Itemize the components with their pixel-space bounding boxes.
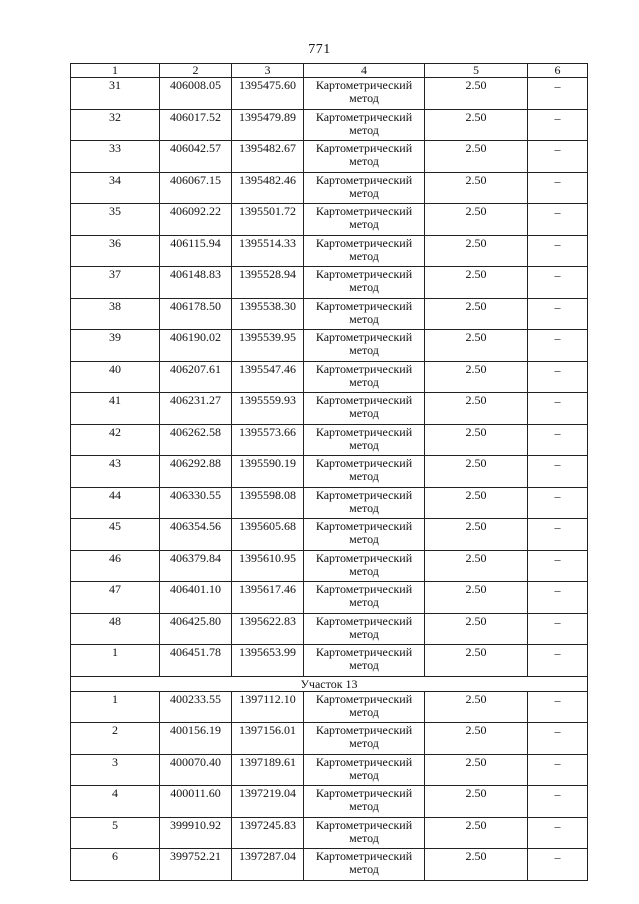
note-dash: – [528,550,588,582]
method-cell [304,786,425,818]
method-cell [304,141,425,173]
y-coordinate: 1395538.30 [232,298,304,330]
method-cell [304,817,425,849]
y-coordinate: 1395653.99 [232,645,304,677]
method-line-1: Картометрический [315,817,413,832]
y-coordinate: 1395590.19 [232,456,304,488]
method-cell [304,78,425,110]
method-line-1: Картометрический [315,849,413,863]
method-line-2: метод [349,862,379,876]
method-line-1: Картометрический [315,550,413,565]
note-dash: – [528,849,588,881]
table-row [71,613,588,645]
point-number: 3 [71,754,160,786]
method-line-2: метод [349,122,379,137]
table-row [71,456,588,488]
point-number: 42 [71,424,160,456]
method-line-1: Картометрический [315,487,413,502]
method-line-1: Картометрический [315,172,413,187]
x-coordinate: 406008.05 [160,78,232,110]
point-number: 1 [71,645,160,677]
section-title: Участок 13 [71,676,588,691]
method-line-2: метод [349,830,379,845]
table-row [71,204,588,236]
y-coordinate: 1395479.89 [232,109,304,141]
header-row [71,64,588,78]
note-dash: – [528,330,588,362]
accuracy-value: 2.50 [425,424,528,456]
note-dash: – [528,298,588,330]
accuracy-value: 2.50 [425,582,528,614]
y-coordinate: 1397189.61 [232,754,304,786]
y-coordinate: 1397156.01 [232,723,304,755]
method-cell [304,393,425,425]
point-number: 41 [71,393,160,425]
method-cell [304,172,425,204]
y-coordinate: 1395605.68 [232,519,304,551]
accuracy-value: 2.50 [425,849,528,881]
point-number: 37 [71,267,160,299]
table-row [71,172,588,204]
accuracy-value: 2.50 [425,786,528,818]
x-coordinate: 406231.27 [160,393,232,425]
accuracy-value: 2.50 [425,393,528,425]
point-number: 36 [71,235,160,267]
point-number: 46 [71,550,160,582]
point-number: 2 [71,723,160,755]
table-row [71,78,588,110]
method-line-1: Картометрический [315,393,413,407]
table-row [71,267,588,299]
section-row [71,676,588,691]
x-coordinate: 406262.58 [160,424,232,456]
method-line-2: метод [349,374,379,389]
table-row [71,723,588,755]
point-number: 48 [71,613,160,645]
note-dash: – [528,723,588,755]
y-coordinate: 1395539.95 [232,330,304,362]
table-row [71,330,588,362]
note-dash: – [528,204,588,236]
x-coordinate: 406451.78 [160,645,232,677]
accuracy-value: 2.50 [425,519,528,551]
x-coordinate: 406401.10 [160,582,232,614]
table-row [71,691,588,723]
method-line-1: Картометрический [315,723,413,737]
method-line-2: метод [349,658,379,672]
method-cell [304,691,425,723]
accuracy-value: 2.50 [425,754,528,786]
note-dash: – [528,691,588,723]
method-cell [304,204,425,236]
method-line-2: метод [349,248,379,263]
y-coordinate: 1395622.83 [232,613,304,645]
accuracy-value: 2.50 [425,361,528,393]
table-row [71,361,588,393]
table-row [71,786,588,818]
x-coordinate: 400233.55 [160,691,232,723]
method-cell [304,754,425,786]
method-cell [304,361,425,393]
accuracy-value: 2.50 [425,613,528,645]
column-header: 2 [160,64,232,78]
method-line-2: метод [349,799,379,813]
method-line-2: метод [349,626,379,641]
accuracy-value: 2.50 [425,78,528,110]
method-cell [304,330,425,362]
x-coordinate: 406115.94 [160,235,232,267]
method-line-2: метод [349,500,379,515]
column-header: 5 [425,64,528,78]
method-line-1: Картометрический [315,109,413,124]
point-number: 6 [71,849,160,881]
accuracy-value: 2.50 [425,456,528,488]
accuracy-value: 2.50 [425,267,528,299]
y-coordinate: 1395482.67 [232,141,304,173]
y-coordinate: 1395547.46 [232,361,304,393]
y-coordinate: 1395475.60 [232,78,304,110]
x-coordinate: 406148.83 [160,267,232,299]
y-coordinate: 1397112.10 [232,691,304,723]
method-line-1: Картометрический [315,786,413,800]
x-coordinate: 406330.55 [160,487,232,519]
y-coordinate: 1397287.04 [232,849,304,881]
method-line-1: Картометрический [315,78,413,92]
note-dash: – [528,786,588,818]
y-coordinate: 1395514.33 [232,235,304,267]
table-row [71,849,588,881]
method-line-1: Картометрический [315,613,413,628]
method-cell [304,267,425,299]
accuracy-value: 2.50 [425,645,528,677]
column-header: 6 [528,64,588,78]
method-line-1: Картометрический [315,141,413,155]
method-line-2: метод [349,704,379,719]
x-coordinate: 406207.61 [160,361,232,393]
method-line-2: метод [349,437,379,452]
x-coordinate: 406067.15 [160,172,232,204]
method-line-1: Картометрический [315,456,413,470]
method-cell [304,849,425,881]
note-dash: – [528,141,588,173]
point-number: 32 [71,109,160,141]
table-row [71,109,588,141]
note-dash: – [528,519,588,551]
x-coordinate: 399910.92 [160,817,232,849]
method-line-2: метод [349,406,379,420]
method-line-1: Картометрический [315,424,413,439]
method-line-2: метод [349,595,379,609]
accuracy-value: 2.50 [425,204,528,236]
method-line-2: метод [349,311,379,326]
x-coordinate: 406017.52 [160,109,232,141]
x-coordinate: 399752.21 [160,849,232,881]
method-line-2: метод [349,767,379,782]
method-line-1: Картометрический [315,298,413,313]
note-dash: – [528,487,588,519]
note-dash: – [528,424,588,456]
method-cell [304,582,425,614]
method-cell [304,298,425,330]
x-coordinate: 400011.60 [160,786,232,818]
table-row [71,645,588,677]
point-number: 47 [71,582,160,614]
point-number: 39 [71,330,160,362]
table-row [71,817,588,849]
method-line-2: метод [349,343,379,357]
coordinates-table [70,63,588,881]
method-line-1: Картометрический [315,361,413,376]
y-coordinate: 1397219.04 [232,786,304,818]
method-cell [304,723,425,755]
accuracy-value: 2.50 [425,723,528,755]
point-number: 43 [71,456,160,488]
method-line-2: метод [349,532,379,546]
table-row [71,141,588,173]
x-coordinate: 406042.57 [160,141,232,173]
y-coordinate: 1395598.08 [232,487,304,519]
y-coordinate: 1395559.93 [232,393,304,425]
y-coordinate: 1395610.95 [232,550,304,582]
method-line-2: метод [349,563,379,578]
method-line-2: метод [349,736,379,750]
column-header: 4 [304,64,425,78]
method-cell [304,645,425,677]
point-number: 35 [71,204,160,236]
x-coordinate: 400070.40 [160,754,232,786]
y-coordinate: 1395573.66 [232,424,304,456]
method-line-1: Картометрический [315,691,413,706]
method-line-1: Картометрический [315,204,413,218]
method-cell [304,613,425,645]
method-cell [304,487,425,519]
note-dash: – [528,109,588,141]
method-line-1: Картометрический [315,582,413,596]
y-coordinate: 1395501.72 [232,204,304,236]
note-dash: – [528,754,588,786]
method-cell [304,519,425,551]
point-number: 5 [71,817,160,849]
point-number: 40 [71,361,160,393]
note-dash: – [528,235,588,267]
note-dash: – [528,267,588,299]
table-row [71,519,588,551]
x-coordinate: 406092.22 [160,204,232,236]
accuracy-value: 2.50 [425,141,528,173]
method-line-1: Картометрический [315,330,413,344]
method-line-2: метод [349,280,379,294]
method-line-1: Картометрический [315,235,413,250]
method-line-1: Картометрический [315,519,413,533]
y-coordinate: 1395528.94 [232,267,304,299]
accuracy-value: 2.50 [425,109,528,141]
y-coordinate: 1397245.83 [232,817,304,849]
note-dash: – [528,393,588,425]
note-dash: – [528,78,588,110]
point-number: 33 [71,141,160,173]
method-cell [304,109,425,141]
point-number: 38 [71,298,160,330]
table-row [71,298,588,330]
table-row [71,550,588,582]
accuracy-value: 2.50 [425,817,528,849]
note-dash: – [528,645,588,677]
method-cell [304,235,425,267]
method-line-2: метод [349,185,379,200]
x-coordinate: 406354.56 [160,519,232,551]
note-dash: – [528,613,588,645]
x-coordinate: 406190.02 [160,330,232,362]
point-number: 1 [71,691,160,723]
method-cell [304,456,425,488]
y-coordinate: 1395617.46 [232,582,304,614]
column-header: 3 [232,64,304,78]
table-row [71,235,588,267]
accuracy-value: 2.50 [425,487,528,519]
method-line-2: метод [349,154,379,168]
x-coordinate: 400156.19 [160,723,232,755]
accuracy-value: 2.50 [425,298,528,330]
note-dash: – [528,172,588,204]
x-coordinate: 406178.50 [160,298,232,330]
accuracy-value: 2.50 [425,235,528,267]
method-line-1: Картометрический [315,754,413,769]
x-coordinate: 406425.80 [160,613,232,645]
note-dash: – [528,817,588,849]
table-row [71,754,588,786]
method-cell [304,424,425,456]
column-header: 1 [71,64,160,78]
accuracy-value: 2.50 [425,550,528,582]
point-number: 34 [71,172,160,204]
note-dash: – [528,361,588,393]
table-row [71,487,588,519]
point-number: 45 [71,519,160,551]
point-number: 44 [71,487,160,519]
accuracy-value: 2.50 [425,330,528,362]
x-coordinate: 406379.84 [160,550,232,582]
method-line-2: метод [349,217,379,231]
table-row [71,424,588,456]
x-coordinate: 406292.88 [160,456,232,488]
method-line-2: метод [349,91,379,105]
point-number: 31 [71,78,160,110]
accuracy-value: 2.50 [425,691,528,723]
table-row [71,582,588,614]
method-line-1: Картометрический [315,267,413,281]
accuracy-value: 2.50 [425,172,528,204]
point-number: 4 [71,786,160,818]
note-dash: – [528,582,588,614]
method-line-2: метод [349,469,379,483]
method-line-1: Картометрический [315,645,413,659]
y-coordinate: 1395482.46 [232,172,304,204]
note-dash: – [528,456,588,488]
table-row [71,393,588,425]
page-number: 771 [308,42,331,57]
method-cell [304,550,425,582]
